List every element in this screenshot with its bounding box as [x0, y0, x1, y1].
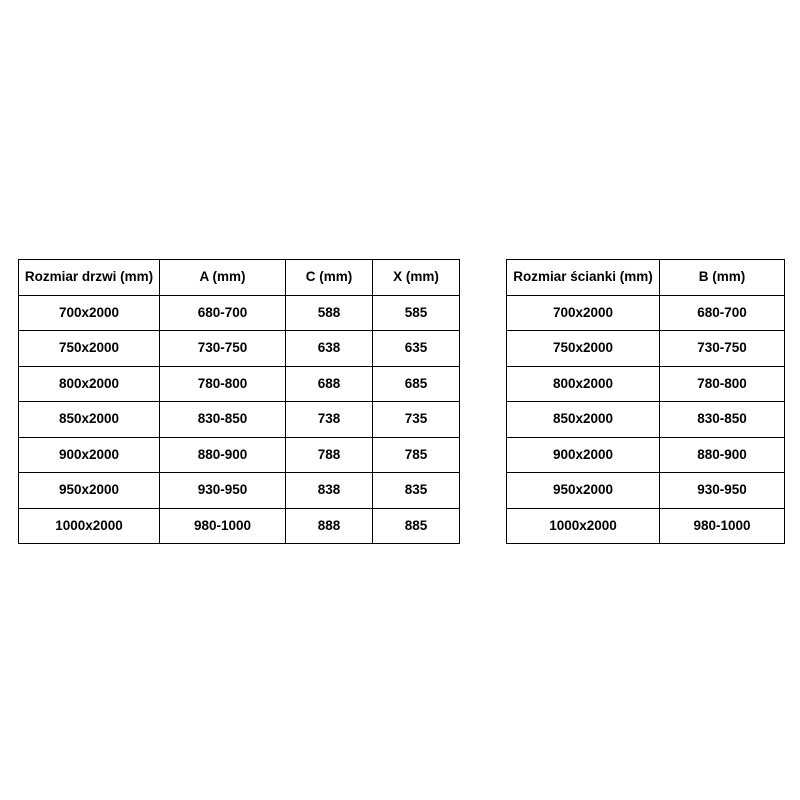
column-header-c: C (mm): [286, 260, 373, 296]
cell-wall-size: 800x2000: [507, 366, 660, 402]
cell-door-size: 700x2000: [19, 295, 160, 331]
cell-wall-size: 950x2000: [507, 473, 660, 509]
cell-a: 730-750: [160, 331, 286, 367]
tables-container: [0, 259, 800, 544]
cell-x: 585: [373, 295, 460, 331]
column-header-x: X (mm): [373, 260, 460, 296]
cell-a: 780-800: [160, 366, 286, 402]
cell-b: 730-750: [660, 331, 785, 367]
table-header-row: [507, 260, 785, 296]
cell-c: 838: [286, 473, 373, 509]
cell-c: 738: [286, 402, 373, 438]
cell-b: 680-700: [660, 295, 785, 331]
wall-size-table-head: [507, 260, 785, 296]
cell-wall-size: 700x2000: [507, 295, 660, 331]
table-header-row: [19, 260, 460, 296]
cell-x: 635: [373, 331, 460, 367]
door-size-table-head: [19, 260, 460, 296]
column-header-b: B (mm): [660, 260, 785, 296]
cell-wall-size: 900x2000: [507, 437, 660, 473]
table-row: [507, 366, 785, 402]
cell-door-size: 950x2000: [19, 473, 160, 509]
table-row: [19, 366, 460, 402]
table-row: [507, 331, 785, 367]
cell-a: 680-700: [160, 295, 286, 331]
wall-size-table-body: [507, 295, 785, 544]
cell-x: 785: [373, 437, 460, 473]
cell-x: 685: [373, 366, 460, 402]
door-size-table-body: [19, 295, 460, 544]
cell-a: 980-1000: [160, 508, 286, 544]
table-row: [507, 508, 785, 544]
table-row: [507, 402, 785, 438]
cell-a: 830-850: [160, 402, 286, 438]
cell-x: 835: [373, 473, 460, 509]
cell-b: 930-950: [660, 473, 785, 509]
cell-x: 735: [373, 402, 460, 438]
column-header-wall-size: Rozmiar ścianki (mm): [507, 260, 660, 296]
table-row: [19, 473, 460, 509]
table-row: [19, 402, 460, 438]
cell-a: 880-900: [160, 437, 286, 473]
cell-wall-size: 1000x2000: [507, 508, 660, 544]
table-row: [19, 437, 460, 473]
cell-b: 880-900: [660, 437, 785, 473]
cell-wall-size: 750x2000: [507, 331, 660, 367]
table-row: [19, 295, 460, 331]
column-header-a: A (mm): [160, 260, 286, 296]
wall-size-table-block: [506, 259, 782, 544]
cell-door-size: 800x2000: [19, 366, 160, 402]
door-size-table: [18, 259, 460, 544]
cell-door-size: 1000x2000: [19, 508, 160, 544]
cell-a: 930-950: [160, 473, 286, 509]
cell-x: 885: [373, 508, 460, 544]
door-size-table-block: [18, 259, 455, 544]
cell-door-size: 850x2000: [19, 402, 160, 438]
cell-wall-size: 850x2000: [507, 402, 660, 438]
cell-door-size: 750x2000: [19, 331, 160, 367]
table-row: [19, 508, 460, 544]
wall-size-table: [506, 259, 785, 544]
cell-c: 688: [286, 366, 373, 402]
table-row: [507, 295, 785, 331]
cell-c: 638: [286, 331, 373, 367]
cell-c: 888: [286, 508, 373, 544]
cell-c: 588: [286, 295, 373, 331]
cell-b: 830-850: [660, 402, 785, 438]
table-row: [19, 331, 460, 367]
cell-b: 980-1000: [660, 508, 785, 544]
column-header-door-size: Rozmiar drzwi (mm): [19, 260, 160, 296]
cell-c: 788: [286, 437, 373, 473]
table-row: [507, 437, 785, 473]
cell-b: 780-800: [660, 366, 785, 402]
cell-door-size: 900x2000: [19, 437, 160, 473]
table-row: [507, 473, 785, 509]
